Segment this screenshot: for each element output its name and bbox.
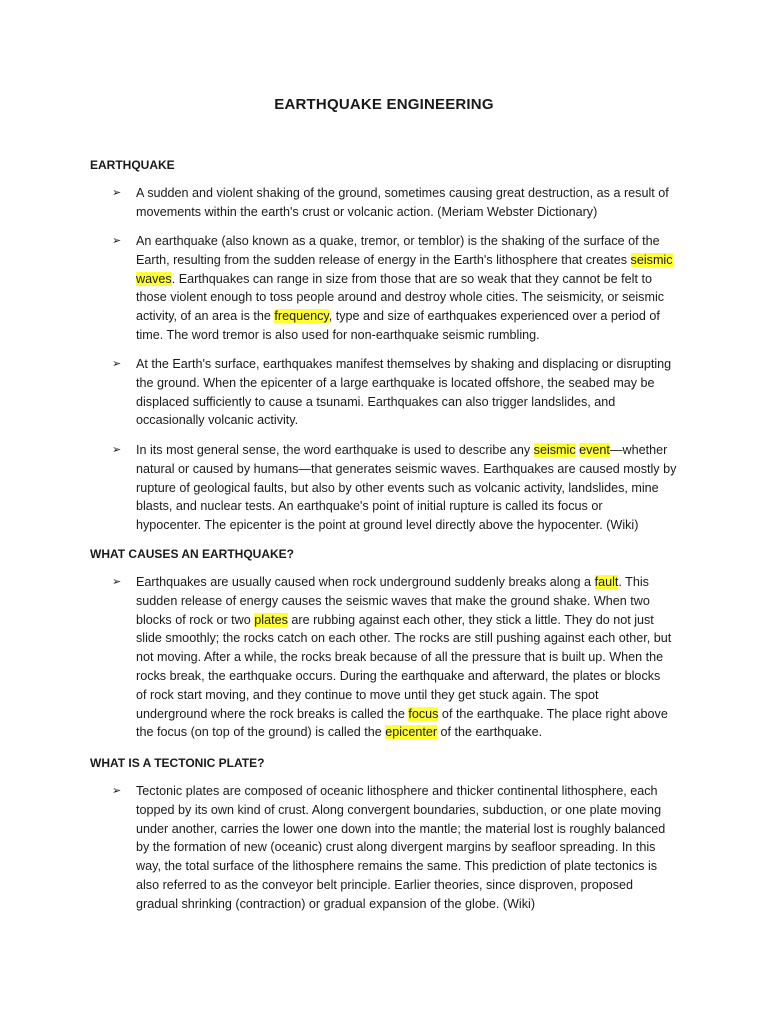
list-item — [112, 441, 687, 535]
page-title: EARTHQUAKE ENGINEERING — [274, 96, 494, 113]
text-run: —whether — [609, 443, 668, 457]
text-line — [136, 393, 687, 412]
text-run: natural or caused by humans—that generates seismic waves. Earthquakes are caused mostly by — [136, 461, 677, 476]
text-line — [136, 573, 687, 592]
text-line — [136, 203, 687, 222]
highlighted-term: fault — [594, 575, 619, 589]
text-run: also referred to as the conveyor belt principle. Earlier theories, since disproven, proposed — [136, 877, 634, 892]
text-line — [136, 374, 687, 393]
text-run: not moving. After a while, the rocks break because of all the pressure that is built up. When the — [136, 650, 664, 665]
text-run: underground where the rock breaks is called the — [136, 706, 409, 721]
highlighted-term: frequency — [274, 309, 329, 324]
text-run: A sudden and violent shaking of the ground, sometimes causing great destruction, as a result of — [136, 186, 669, 200]
text-run: hypocenter. The epicenter is the point at ground level directly above the hypocenter. (Wiki) — [136, 518, 639, 533]
bullet-arrow-icon: ➢ — [112, 785, 122, 797]
text-line — [136, 411, 687, 430]
text-line — [136, 857, 687, 876]
text-run: topped by its own kind of crust. Along convergent boundaries, subduction, or one plate moving — [136, 802, 662, 817]
text-line — [136, 326, 687, 345]
text-run: . This — [618, 575, 649, 589]
text-run: are rubbing against each other, they stick a little. They do not just — [287, 612, 654, 627]
text-run: blocks of rock or two — [136, 612, 255, 627]
text-line — [136, 497, 687, 516]
text-run: movements within the earth's crust or volcanic action. (Meriam Webster Dictionary) — [136, 204, 598, 219]
text-line — [136, 895, 687, 914]
text-line — [136, 611, 687, 630]
text-run: activity, of an area is the — [136, 309, 275, 324]
highlighted-term: seismic — [630, 252, 673, 267]
text-run: Earthquakes are usually caused when rock underground suddenly breaks along a — [136, 575, 595, 589]
bullet-arrow-icon: ➢ — [112, 358, 122, 370]
text-run: An earthquake (also known as a quake, tremor, or temblor) is the shaking of the surface of the — [136, 234, 660, 248]
text-run: way, the total surface of the lithosphere remains the same. This prediction of plate tectonics is — [136, 859, 658, 874]
text-run: rupture of geological faults, but also by other events such as volcanic activity, landslides, mine — [136, 480, 659, 495]
text-line — [136, 801, 687, 820]
text-line — [136, 307, 687, 326]
text-run: In its most general sense, the word earthquake is used to describe any — [136, 443, 534, 457]
list-item — [112, 232, 687, 345]
text-run: the ground. When the epicenter of a large earthquake is located offshore, the seabed may be — [136, 375, 655, 390]
text-line — [136, 592, 687, 611]
text-line — [136, 705, 687, 724]
text-run: sudden release of energy causes the seismic waves that make the ground shake. When two — [136, 593, 650, 608]
text-line — [136, 251, 687, 270]
text-line — [136, 270, 687, 289]
section-heading-tectonic-plate: WHAT IS A TECTONIC PLATE? — [90, 756, 265, 770]
text-run: . Earthquakes can range in size from those that are so weak that they cannot be felt to — [171, 271, 652, 286]
text-line — [136, 782, 687, 801]
text-line — [136, 355, 687, 374]
text-line — [136, 876, 687, 895]
text-line — [136, 838, 687, 857]
highlighted-term: plates — [254, 612, 288, 627]
text-run: under another, carries the lower one down into the mantle; the material lost is roughly balanced — [136, 821, 666, 836]
text-run: gradual shrinking (contraction) or gradual expansion of the globe. (Wiki) — [136, 896, 536, 911]
text-run: those violent enough to toss people around and destroy whole cities. The seismicity, or seismic — [136, 290, 665, 305]
text-line — [136, 648, 687, 667]
text-line — [136, 723, 687, 742]
text-run: , type and size of earthquakes experienced over a period of — [328, 309, 660, 324]
text-run: time. The word tremor is also used for non-earthquake seismic rumbling. — [136, 327, 540, 342]
text-line — [136, 184, 687, 203]
highlighted-term: event — [579, 443, 610, 457]
text-line — [136, 629, 687, 648]
text-line — [136, 479, 687, 498]
text-line — [136, 667, 687, 686]
bullet-arrow-icon: ➢ — [112, 187, 122, 199]
text-run: of rock start moving, and they continue to move until they get stuck again. The spot — [136, 687, 599, 702]
text-run: rocks break, the earthquake occurs. During the earthquake and afterward, the plates or blocks — [136, 668, 661, 683]
list-item — [112, 184, 687, 222]
text-line — [136, 288, 687, 307]
section-heading-causes: WHAT CAUSES AN EARTHQUAKE? — [90, 547, 294, 561]
list-item — [112, 355, 687, 430]
text-run: the focus (on top of the ground) is called the — [136, 725, 386, 740]
text-run: Earth, resulting from the sudden release of energy in the Earth's lithosphere that creates — [136, 252, 631, 267]
highlighted-term: epicenter — [385, 725, 438, 740]
text-line — [136, 820, 687, 839]
text-run: of the earthquake. — [437, 725, 543, 740]
text-run: slide smoothly; the rocks catch on each other. The rocks are still pushing against each other, but — [136, 631, 672, 646]
list-item — [112, 573, 687, 742]
bullet-arrow-icon: ➢ — [112, 235, 122, 247]
text-run: by the formation of new (oceanic) crust along divergent margins by seafloor spreading. In this — [136, 840, 656, 855]
text-run: displaced sufficiently to cause a tsunami. Earthquakes can also trigger landslides, and — [136, 394, 616, 409]
section-heading-earthquake: EARTHQUAKE — [90, 158, 175, 172]
text-line — [136, 516, 687, 535]
text-line — [136, 686, 687, 705]
highlighted-term: seismic — [533, 443, 576, 457]
highlighted-term: waves — [136, 271, 172, 286]
bullet-arrow-icon: ➢ — [112, 576, 122, 588]
list-item — [112, 782, 687, 914]
text-line — [136, 460, 687, 479]
text-run: of the earthquake. The place right above — [438, 706, 668, 721]
text-line — [136, 232, 687, 251]
text-run: blasts, and nuclear tests. An earthquake's point of initial rupture is called its focus or — [136, 499, 603, 514]
bullet-arrow-icon: ➢ — [112, 444, 122, 456]
text-line — [136, 441, 687, 460]
text-run: occasionally volcanic activity. — [136, 413, 299, 428]
text-run: Tectonic plates are composed of oceanic lithosphere and thicker continental lithosphere, each — [136, 784, 658, 798]
text-run: At the Earth's surface, earthquakes manifest themselves by shaking and displacing or disrupting — [136, 357, 672, 371]
highlighted-term: focus — [408, 706, 439, 721]
